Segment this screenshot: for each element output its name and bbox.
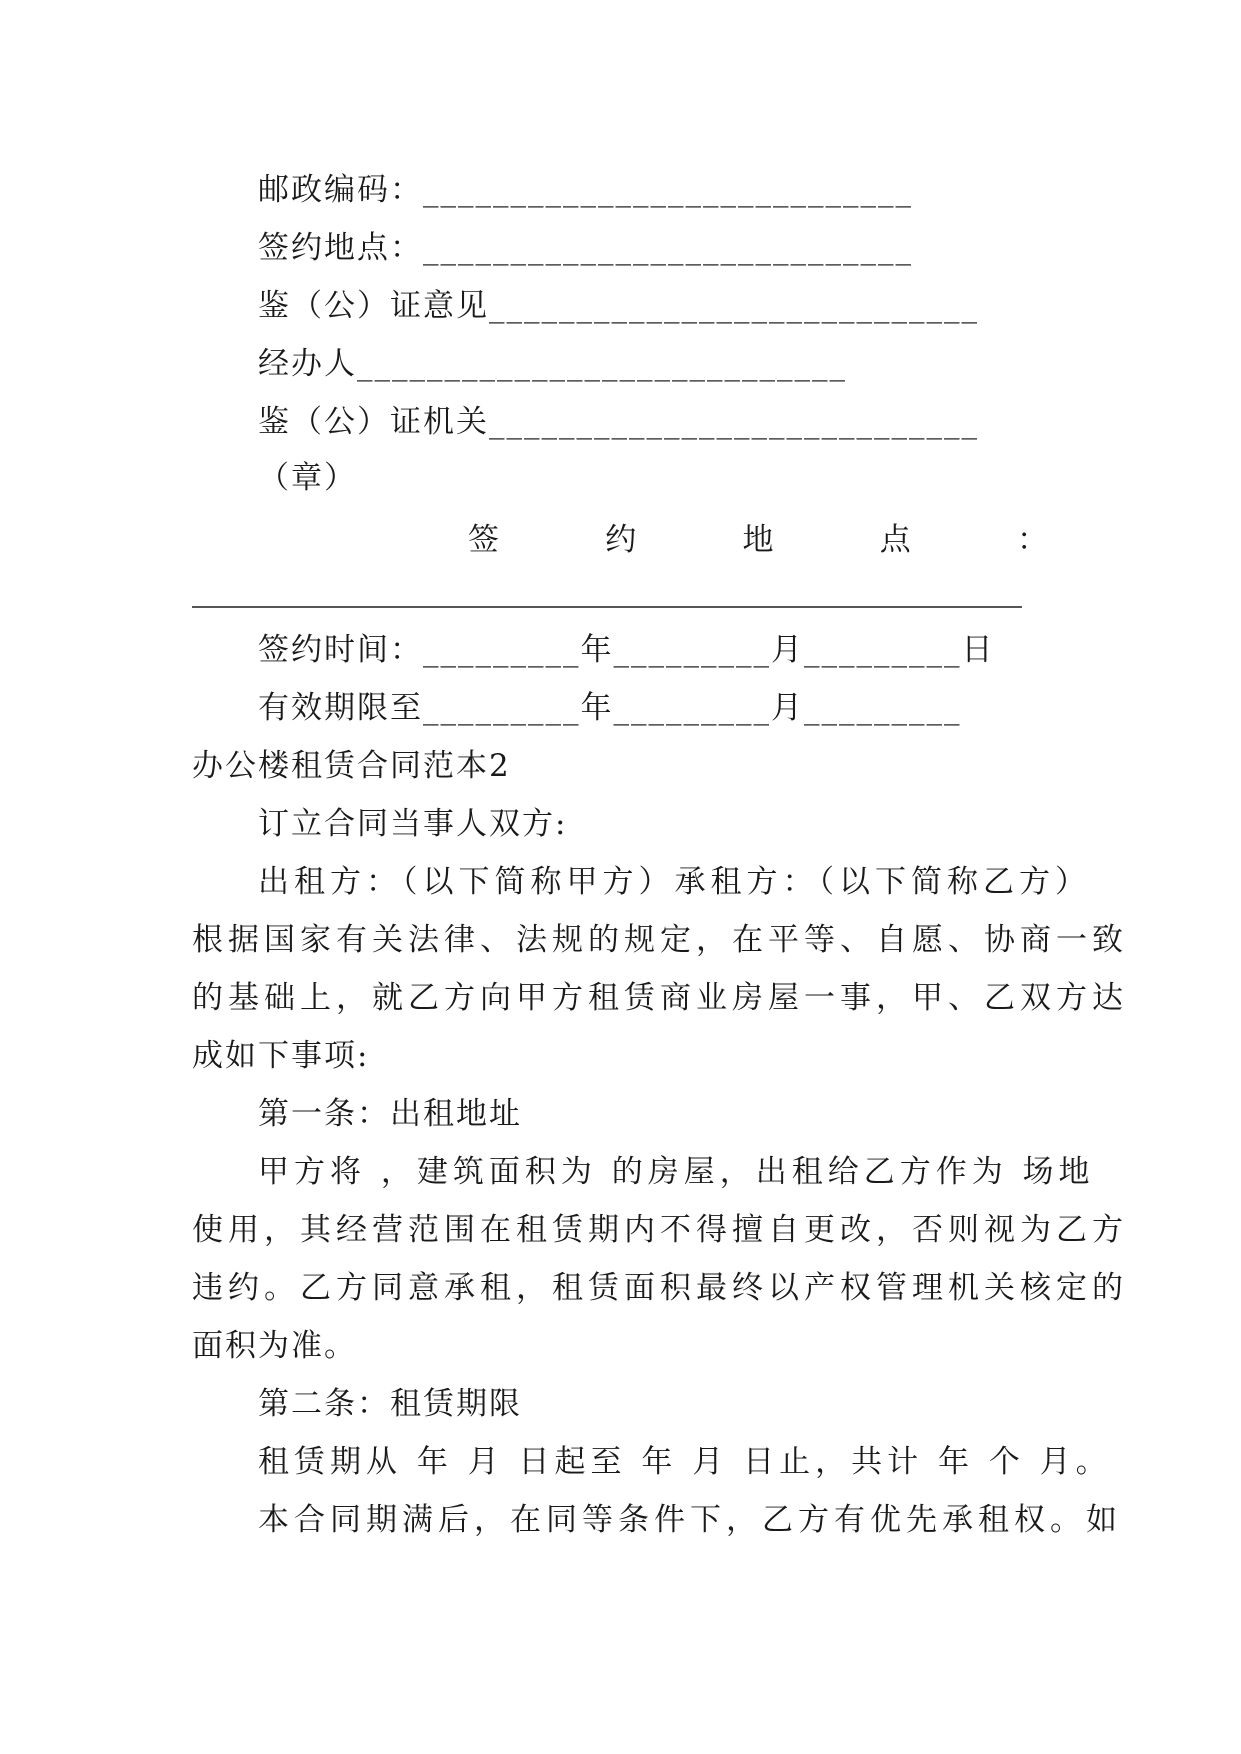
parties-heading: 订立合同当事人双方: <box>258 806 568 842</box>
intro-line: 成如下事项: <box>192 1038 370 1074</box>
notary-opinion-field: 鉴（公）证意见____________________________ <box>258 288 979 324</box>
signing-time-field: 签约时间：_________年_________月_________日 <box>258 632 995 668</box>
signing-place-field: 签约地点：____________________________ <box>258 230 913 266</box>
signing-place-underline <box>192 606 1022 608</box>
article-1-title: 第一条：出租地址 <box>258 1096 522 1132</box>
section-title: 办公楼租赁合同范本2 <box>192 748 511 784</box>
seal-label: （章） <box>258 460 357 496</box>
intro-line: 根据国家有关法律、法规的规定，在平等、自愿、协商一致 <box>192 922 1128 958</box>
article-2-line: 本合同期满后，在同等条件下，乙方有优先承租权。如 <box>258 1502 1122 1538</box>
spread-char: 地 <box>742 522 774 558</box>
postal-code-field: 邮政编码：____________________________ <box>258 172 913 208</box>
spread-char: 签 <box>468 522 499 558</box>
handler-field: 经办人____________________________ <box>258 346 847 382</box>
intro-line: 的基础上，就乙方向甲方租赁商业房屋一事，甲、乙双方达 <box>192 980 1128 1016</box>
validity-field: 有效期限至_________年_________月_________ <box>258 690 962 726</box>
intro-line: 出租方：（以下简称甲方）承租方：（以下简称乙方） <box>258 864 1091 900</box>
spread-char: 点 <box>879 522 911 558</box>
spread-char: ： <box>1017 522 1048 558</box>
article-1-line: 面积为准。 <box>192 1328 357 1364</box>
signing-place-spread <box>258 520 1048 560</box>
spread-char: 约 <box>605 522 637 558</box>
article-1-line: 甲方将 ，建筑面积为 的房屋，出租给乙方作为 场地 <box>258 1154 1095 1190</box>
article-1-line: 使用，其经营范围在租赁期内不得擅自更改，否则视为乙方 <box>192 1212 1128 1248</box>
article-2-title: 第二条：租赁期限 <box>258 1386 522 1422</box>
article-2-line: 租赁期从 年 月 日起至 年 月 日止，共计 年 个 月。 <box>258 1444 1112 1480</box>
notary-office-field: 鉴（公）证机关____________________________ <box>258 404 979 440</box>
article-1-line: 违约。乙方同意承租，租赁面积最终以产权管理机关核定的 <box>192 1270 1128 1306</box>
